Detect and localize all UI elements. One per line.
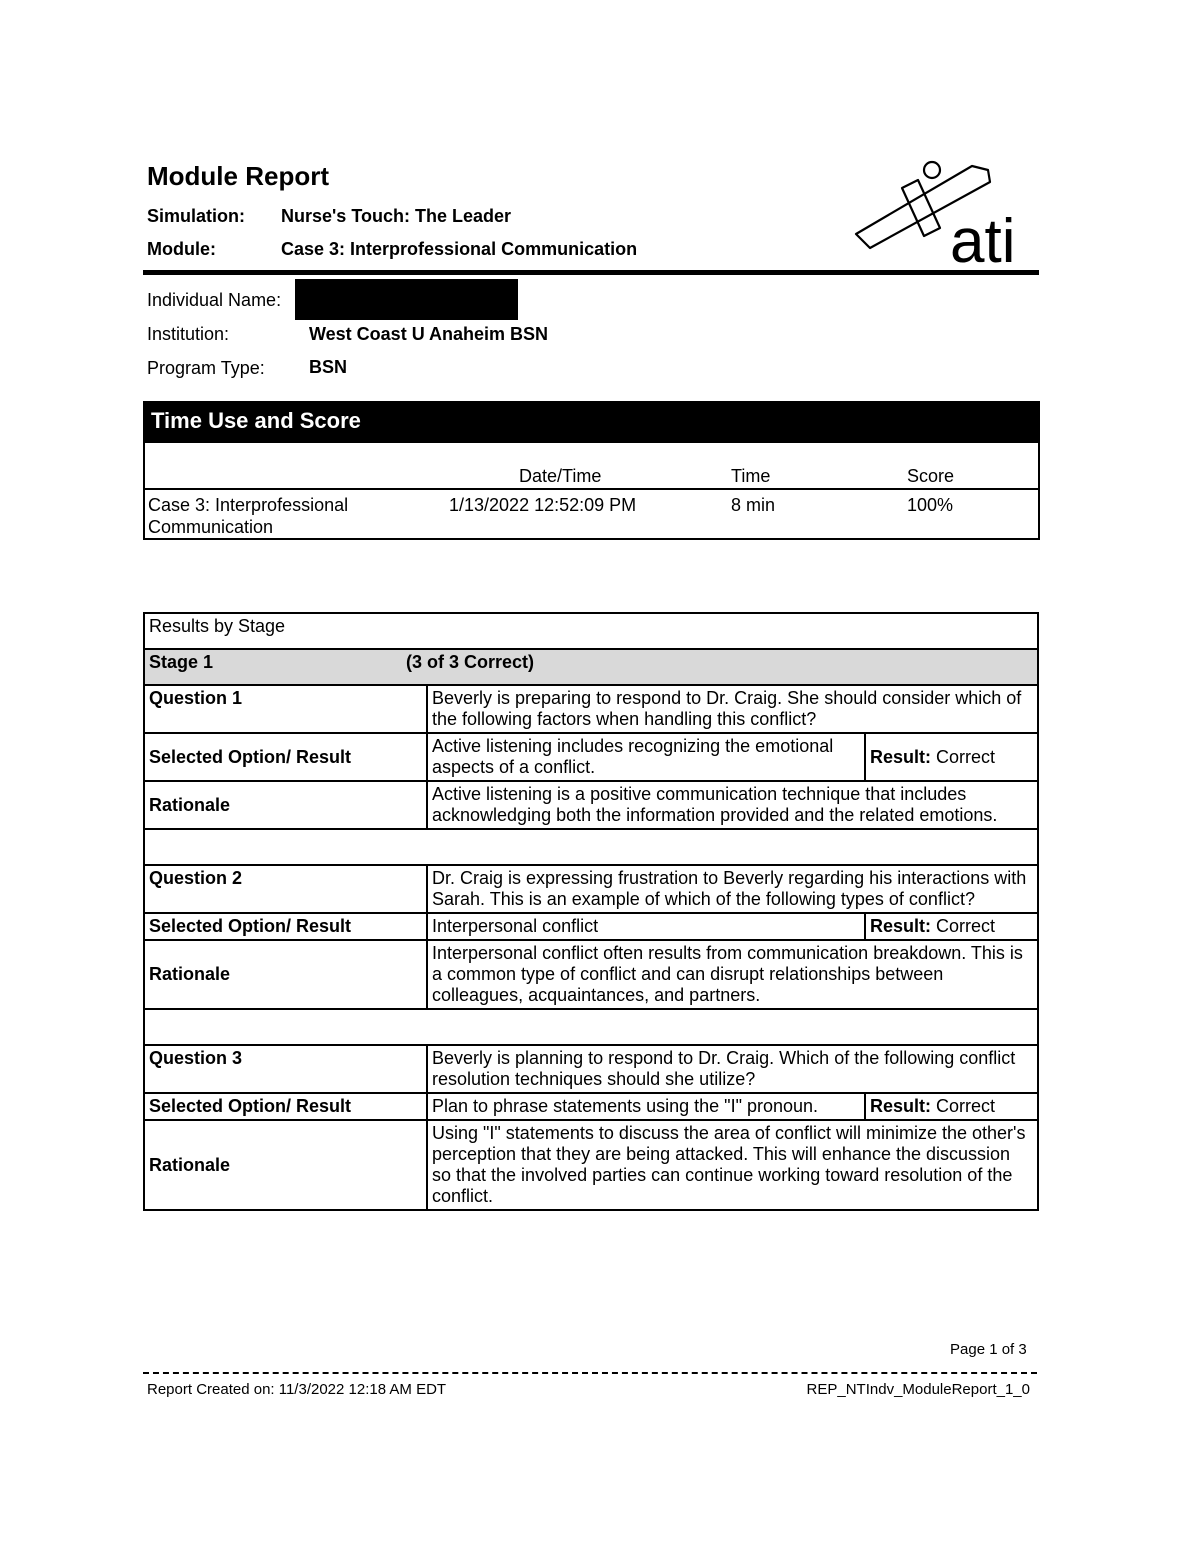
col-score-header: Score <box>907 466 955 486</box>
question-label: Question 1 <box>144 685 427 733</box>
program-value: BSN <box>309 357 348 377</box>
case-name-line2: Communication <box>148 517 274 537</box>
stage-row <box>144 649 1038 685</box>
selected-label: Selected Option/ Result <box>144 1093 427 1120</box>
time-use-divider <box>145 488 1038 490</box>
case-datetime: 1/13/2022 12:52:09 PM <box>449 495 637 515</box>
result-label: Result: <box>870 746 932 767</box>
rationale-label: Rationale <box>144 781 427 829</box>
time-use-score-table <box>143 401 1040 540</box>
col-time-header: Time <box>731 466 771 486</box>
case-score: 100% <box>907 495 954 515</box>
selected-label: Selected Option/ Result <box>144 913 427 940</box>
result-value: Correct <box>936 916 996 936</box>
rationale-row <box>144 940 1038 1009</box>
module-label: Module: <box>147 239 216 259</box>
stage-summary: (3 of 3 Correct) <box>406 652 535 672</box>
rationale-text: Active listening is a positive communication technique that includes acknowledging both the information provided and the related emotions. <box>427 781 1038 829</box>
stage-label: Stage 1 <box>144 649 427 685</box>
selected-option: Active listening includes recognizing the emotional aspects of a conflict. <box>427 733 865 781</box>
selected-label: Selected Option/ Result <box>144 733 427 781</box>
simulation-value: Nurse's Touch: The Leader <box>281 206 511 226</box>
report-id: REP_NTIndv_ModuleReport_1_0 <box>806 1381 1030 1398</box>
result-label: Result: <box>870 1096 932 1116</box>
question-text: Beverly is preparing to respond to Dr. Craig. She should consider which of the following factors when handling this conflict? <box>427 685 1038 733</box>
question-row <box>144 865 1038 913</box>
results-title-row <box>144 613 1038 649</box>
question-label: Question 3 <box>144 1045 427 1093</box>
name-redaction <box>295 279 518 320</box>
time-use-heading: Time Use and Score <box>145 403 1038 443</box>
ati-logo <box>850 150 1040 268</box>
case-name-line1: Case 3: Interprofessional <box>148 495 349 515</box>
name-label: Individual Name: <box>147 290 282 310</box>
result-value: Correct <box>936 746 996 767</box>
header-divider <box>143 270 1039 275</box>
results-table <box>143 612 1039 1211</box>
page-title: Module Report <box>147 161 329 191</box>
page-number: Page 1 of 3 <box>950 1341 1027 1358</box>
logo-text: ati <box>950 207 1016 268</box>
question-text: Dr. Craig is expressing frustration to Beverly regarding his interactions with Sarah. This is an example of which of the following types of conflict? <box>427 865 1038 913</box>
case-time: 8 min <box>731 495 776 515</box>
spacer-row <box>144 1009 1038 1045</box>
result-label: Result: <box>870 916 932 936</box>
rationale-label: Rationale <box>144 940 427 1009</box>
rationale-text: Using "I" statements to discuss the area of conflict will minimize the other's perception that they are being attacked. This will enhance the discussion so that the involved parties can continue working toward resolution of the conflict. <box>427 1120 1038 1210</box>
result-cell <box>865 733 1038 781</box>
result-cell <box>865 913 1038 940</box>
module-value: Case 3: Interprofessional Communication <box>281 239 638 259</box>
result-cell <box>865 1093 1038 1120</box>
selected-option: Interpersonal conflict <box>427 913 865 940</box>
institution-label: Institution: <box>147 324 230 344</box>
results-title: Results by Stage <box>144 613 1038 649</box>
question-row <box>144 1045 1038 1093</box>
selected-row <box>144 1093 1038 1120</box>
rationale-row <box>144 781 1038 829</box>
col-datetime-header: Date/Time <box>519 466 602 486</box>
rationale-text: Interpersonal conflict often results from communication breakdown. This is a common type of conflict and can disrupt relationships between colleagues, acquaintances, and partners. <box>427 940 1038 1009</box>
rationale-label: Rationale <box>144 1120 427 1210</box>
program-label: Program Type: <box>147 358 265 378</box>
rationale-row <box>144 1120 1038 1210</box>
selected-row <box>144 913 1038 940</box>
selected-row <box>144 733 1038 781</box>
simulation-label: Simulation: <box>147 206 245 226</box>
selected-option: Plan to phrase statements using the "I" pronoun. <box>427 1093 865 1120</box>
institution-value: West Coast U Anaheim BSN <box>309 324 549 344</box>
footer-divider <box>143 1372 1037 1374</box>
question-text: Beverly is planning to respond to Dr. Craig. Which of the following conflict resolution techniques should she utilize? <box>427 1045 1038 1093</box>
report-created: Report Created on: 11/3/2022 12:18 AM EDT <box>147 1381 447 1398</box>
result-value: Correct <box>936 1096 996 1116</box>
spacer-row <box>144 829 1038 865</box>
question-label: Question 2 <box>144 865 427 913</box>
question-row <box>144 685 1038 733</box>
